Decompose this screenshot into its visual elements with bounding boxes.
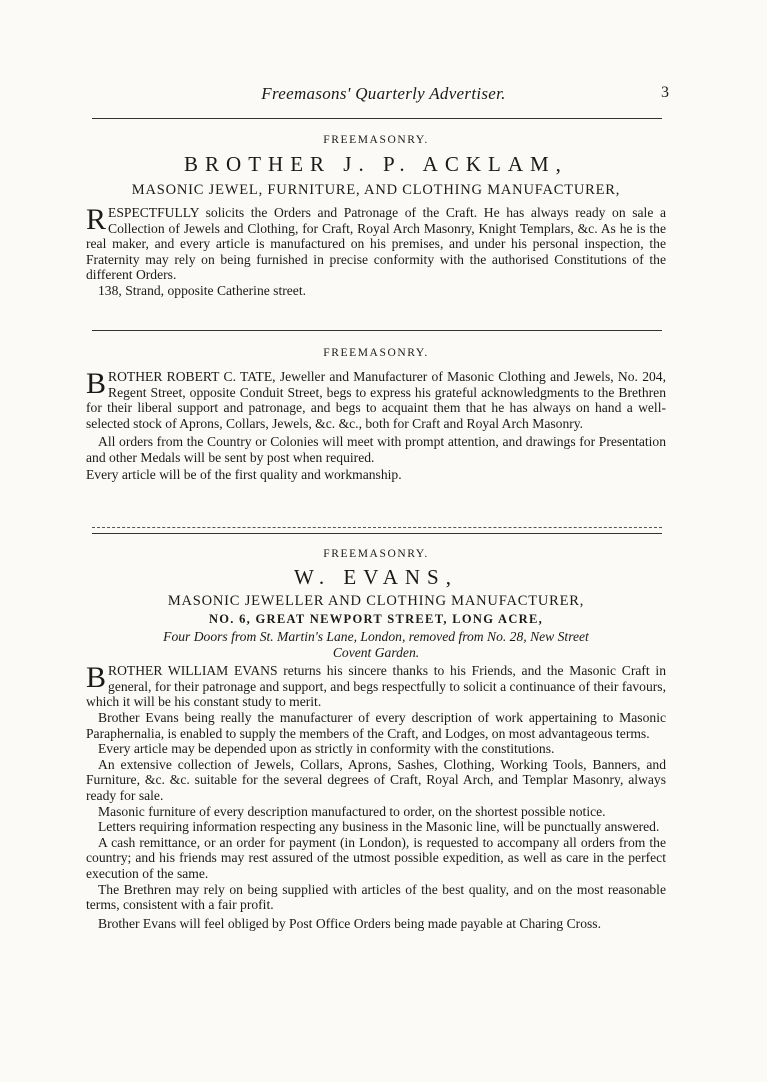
ad-kicker: FREEMASONRY.	[323, 134, 429, 146]
ad-body: BROTHER WILLIAM EVANS returns his sincere thanks to his Friends, and the Masonic Craft in general, for their patronage and support, and begs respectfully to solicit a continuance of their favours, which it will be his constant study to merit.	[86, 661, 666, 710]
ad-address: NO. 6, GREAT NEWPORT STREET, LONG ACRE,	[208, 612, 544, 626]
ad-acklam	[86, 134, 666, 299]
ad-paragraph: Letters requiring information respecting any business in the Masonic line, will be punctually answered.	[98, 819, 660, 835]
page-number: 3	[661, 84, 669, 101]
ad-paragraph: An extensive collection of Jewels, Collars, Aprons, Sashes, Clothing, Working Tools, Banners, and Furniture, &c. &c. suitable for the several degrees of Craft, Royal Arch, and Templar Masonry, always ready for sale.	[86, 756, 666, 803]
ad-paragraph: Brother Evans will feel obliged by Post Office Orders being made payable at Charing Cross.	[98, 915, 601, 931]
ad-paragraph: A cash remittance, or an order for payment (in London), is requested to accompany all orders from the country; and his friends may rest assured of the utmost possible expedition, as well as care in the perfect execution of the same.	[86, 834, 666, 881]
header-rule	[92, 118, 662, 119]
ad-address: 138, Strand, opposite Catherine street.	[98, 282, 307, 298]
divider-rule	[92, 330, 662, 331]
ad-name: W. EVANS,	[294, 565, 458, 589]
drop-cap: B	[86, 367, 107, 400]
ad-paragraph: Brother Evans being really the manufacturer of every description of work appertaining to Masonic Paraphernalia, is enabled to supply the members of the Craft, and Lodges, on most advantageous terms.	[86, 709, 666, 741]
divider-rule	[92, 533, 662, 534]
ad-body: RESPECTFULLY solicits the Orders and Patronage of the Craft. He has always ready on sale a Collection of Jewels and Clothing, for Craft, Royal Arch Masonry, Knight Templars, &c. As he is the real maker, and every article is manufactured on his premises, and under his personal inspection, the Fraternity may rely on being furnished in precise conformity with the authorised Constitutions of the different Orders.	[86, 203, 666, 283]
ad-paragraph: Masonic furniture of every description manufactured to order, on the shortest possible notice.	[98, 803, 606, 819]
ad-body: BROTHER ROBERT C. TATE, Jeweller and Manufacturer of Masonic Clothing and Jewels, No. 204, Regent Street, opposite Conduit Street, begs to express his grateful acknowledgments to the Brethren for their liberal support and patronage, and begs to acquaint them that he has always on hand a well-selected stock of Aprons, Collars, Jewels, &c. &c., both for Craft and Royal Arch Masonry.	[86, 367, 666, 431]
running-title: Freemasons' Quarterly Advertiser.	[261, 84, 506, 103]
drop-cap: B	[86, 661, 107, 695]
ad-location-1: Four Doors from St. Martin's Lane, London, removed from No. 28, New Street	[163, 629, 589, 644]
ad-paragraph: Every article may be depended upon as strictly in conformity with the constitutions.	[98, 741, 555, 757]
ad-trade: MASONIC JEWELLER AND CLOTHING MANUFACTURER,	[167, 593, 585, 609]
drop-cap: R	[86, 203, 107, 236]
ad-paragraph: All orders from the Country or Colonies will meet with prompt attention, and drawings for Presentation and other Medals will be sent by post when required.	[86, 434, 666, 465]
ad-trade: MASONIC JEWEL, FURNITURE, AND CLOTHING MANUFACTURER,	[131, 182, 621, 198]
ad-tate	[86, 347, 666, 482]
ad-kicker: FREEMASONRY.	[323, 347, 429, 359]
ad-location-2: Covent Garden.	[332, 644, 420, 660]
divider-rule	[92, 527, 662, 528]
ad-evans	[86, 548, 666, 931]
ad-kicker: FREEMASONRY.	[323, 548, 429, 560]
ad-paragraph: The Brethren may rely on being supplied with articles of the best quality, and on the most reasonable terms, consistent with a fair profit.	[86, 881, 666, 913]
running-header	[0, 84, 767, 110]
ad-name: BROTHER J. P. ACKLAM,	[184, 152, 568, 176]
ad-paragraph: Every article will be of the first quality and workmanship.	[86, 466, 402, 482]
